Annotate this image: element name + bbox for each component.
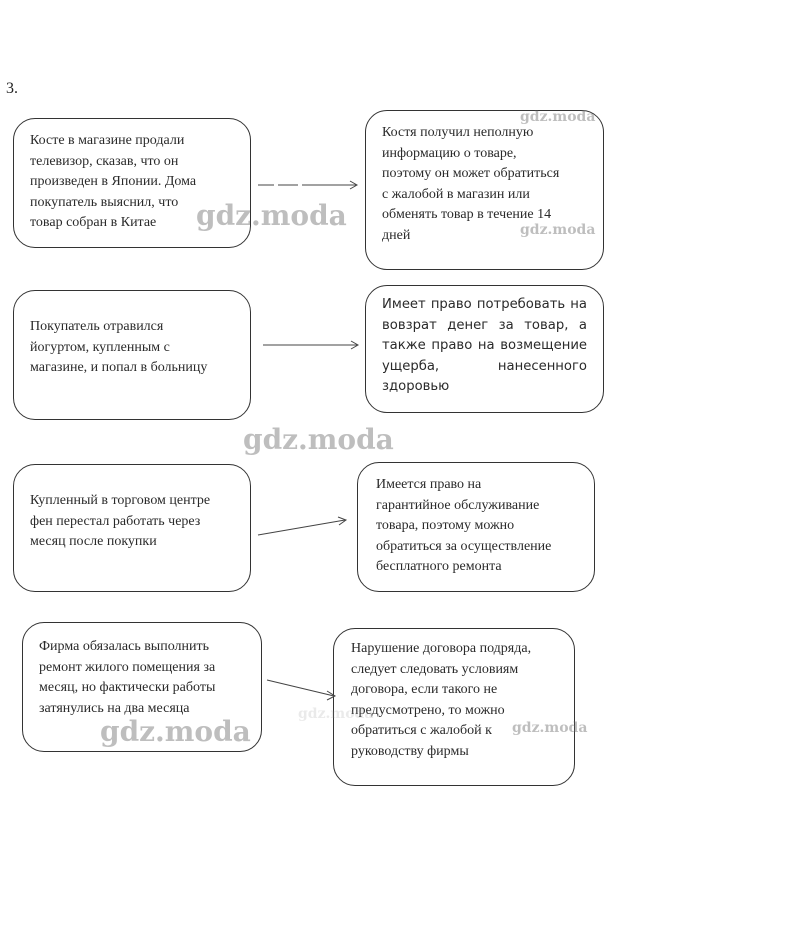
situation-1-line-3: произведен в Японии. Дома xyxy=(30,174,197,189)
situation-4-line-1: Фирма обязалась выполнить xyxy=(39,639,209,654)
arrowhead-1 xyxy=(350,181,357,189)
consequence-1-line-3: поэтому он может обратиться xyxy=(382,166,560,181)
watermark-2: gdz.moda xyxy=(520,109,596,125)
consequence-4-line-4: предусмотрено, то можно xyxy=(351,702,505,718)
situation-2-line-3: магазине, и попал в больницу xyxy=(30,360,208,375)
consequence-4-line-5: обратиться с жалобой к xyxy=(351,723,492,738)
arrow-3 xyxy=(258,520,345,535)
watermark-1: gdz.moda xyxy=(196,199,347,232)
consequence-1-line-5: обменять товар в течение 14 xyxy=(382,207,552,222)
consequence-4-line-1: Нарушение договора подряда, xyxy=(351,641,532,656)
consequence-3-line-2: гарантийное обслуживание xyxy=(376,497,540,513)
situation-4-line-2: ремонт жилого помещения за xyxy=(39,659,216,675)
consequence-3-line-1: Имеется право на xyxy=(376,477,482,492)
task-number: 3. xyxy=(6,80,18,97)
situation-4-line-3: месяц, но фактически работы xyxy=(39,680,216,695)
situation-box-2 xyxy=(13,290,251,420)
situation-2-line-1: Покупатель отравился xyxy=(30,319,164,334)
consequence-1-line-6: дней xyxy=(382,227,411,243)
situation-3-line-1: Купленный в торговом центре xyxy=(30,493,211,508)
situation-1-line-2: телевизор, сказав, что он xyxy=(30,153,179,169)
situation-2-line-2: йогуртом, купленным с xyxy=(30,339,170,355)
consequence-3-line-5: бесплатного ремонта xyxy=(376,559,502,574)
situation-4-line-4: затянулись на два месяца xyxy=(39,700,190,716)
consequence-3-line-4: обратиться за осуществление xyxy=(376,538,552,554)
consequence-2-line-1: Имеет право потребовать на xyxy=(382,297,587,312)
watermark-7: gdz.moda xyxy=(298,706,374,722)
watermark-5: gdz.moda xyxy=(100,715,251,748)
situation-3-line-3: месяц после покупки xyxy=(30,534,157,549)
watermark-6: gdz.moda xyxy=(512,720,588,736)
consequence-4-line-2: следует следовать условиям xyxy=(351,661,519,677)
consequence-1-line-4: с жалобой в магазин или xyxy=(382,186,530,202)
watermark-3: gdz.moda xyxy=(520,222,596,238)
watermark-4: gdz.moda xyxy=(243,423,394,456)
situation-1-line-5: товар собран в Китае xyxy=(30,215,157,230)
consequence-box-1 xyxy=(365,110,604,270)
consequence-2-line-2: вовзрат денег за товар, а xyxy=(382,317,587,333)
arrowhead-2 xyxy=(351,341,358,349)
consequence-1-line-2: информацию о товаре, xyxy=(382,145,517,161)
consequence-2-line-4: ущерба, нанесенного xyxy=(382,358,587,374)
situation-3-line-2: фен перестал работать через xyxy=(30,513,201,529)
consequence-4-line-3: договора, если такого не xyxy=(351,682,498,697)
situation-box-3 xyxy=(13,464,251,592)
consequence-2-line-3: также право на возмещение xyxy=(382,338,587,353)
consequence-2-line-5: здоровью xyxy=(382,379,450,394)
consequence-box-2 xyxy=(365,285,604,413)
consequence-4-line-6: руководству фирмы xyxy=(351,743,469,759)
situation-1-line-1: Косте в магазине продали xyxy=(30,133,185,148)
consequence-box-3 xyxy=(357,462,595,592)
arrowhead-3 xyxy=(338,517,346,525)
situation-1-line-4: покупатель выяснил, что xyxy=(30,194,179,210)
consequence-1-line-1: Костя получил неполную xyxy=(382,125,534,140)
consequence-3-line-3: товара, поэтому можно xyxy=(376,518,515,533)
arrow-4 xyxy=(267,680,334,696)
